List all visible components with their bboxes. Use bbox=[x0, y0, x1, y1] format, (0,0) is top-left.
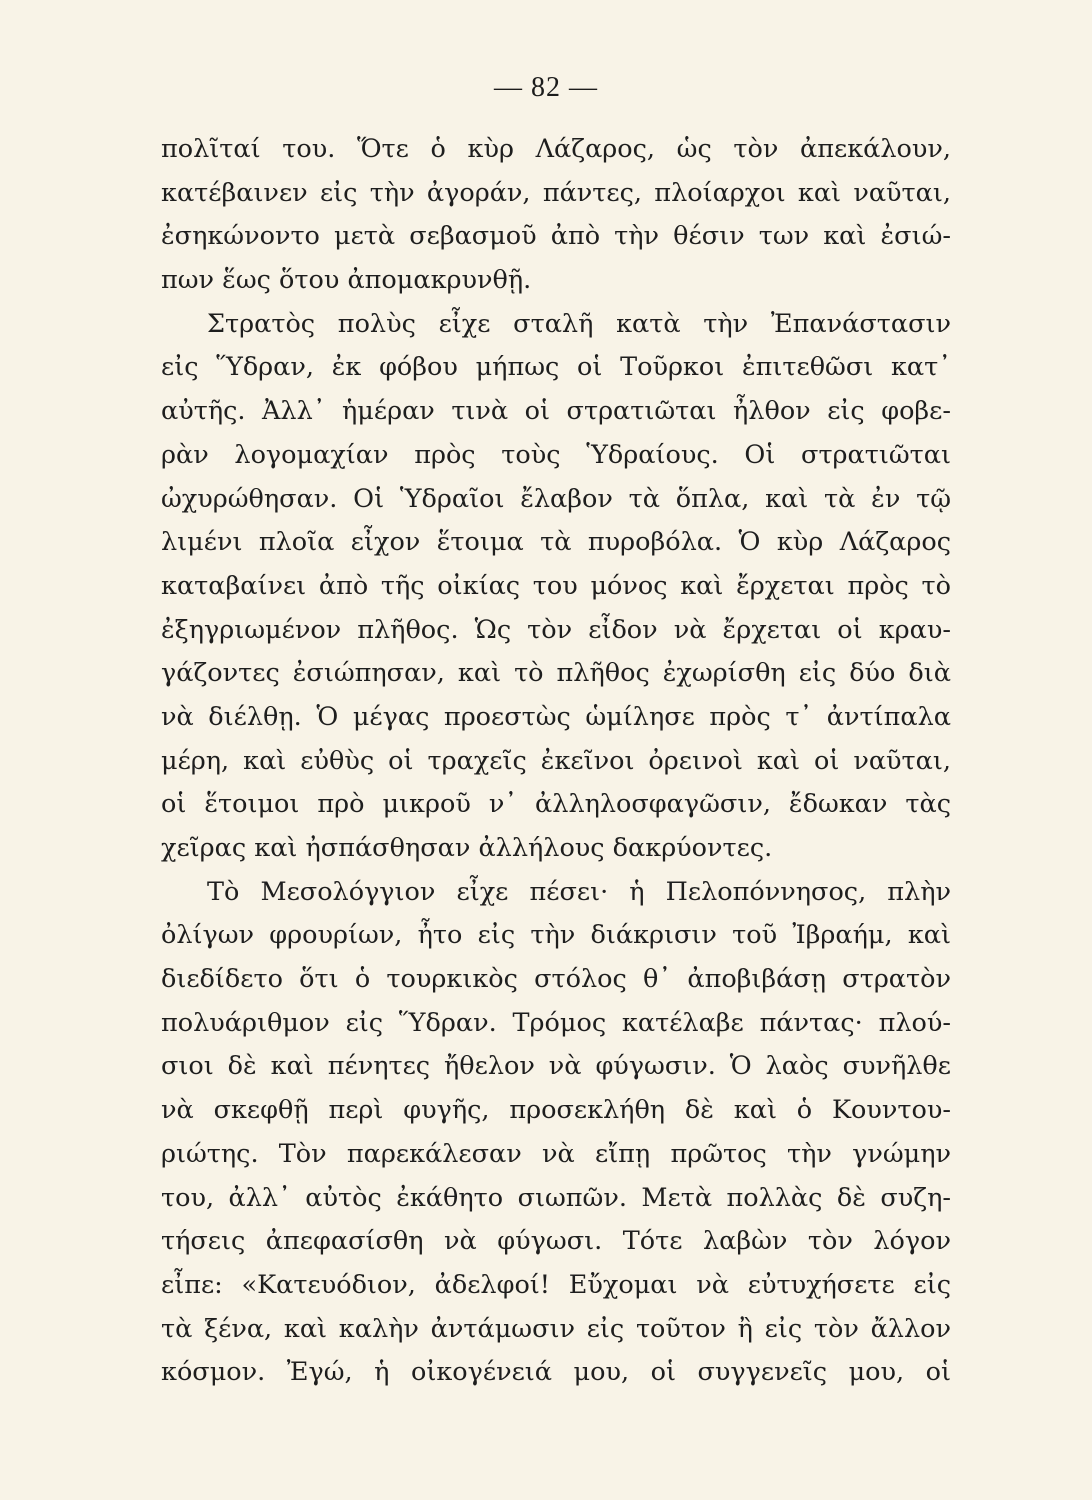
text-line: κατέβαινεν εἰς τὴν ἀγοράν, πάντες, πλοίαρχοι καὶ ναῦται, bbox=[161, 177, 951, 208]
text-line: ρὰν λογομαχίαν πρὸς τοὺς Ὑδραίους. Οἱ στρατιῶται bbox=[161, 439, 951, 470]
text-line: καταβαίνει ἀπὸ τῆς οἰκίας του μόνος καὶ ἔρχεται πρὸς τὸ bbox=[161, 570, 951, 601]
text-line: πολυάριθμον εἰς Ὕδραν. Τρόμος κατέλαβε πάντας· πλού- bbox=[161, 1007, 951, 1038]
text-line: νὰ διέλθῃ. Ὁ μέγας προεστὼς ὡμίλησε πρὸς τ᾽ ἀντίπαλα bbox=[161, 701, 951, 732]
text-line: γάζοντες ἐσιώπησαν, καὶ τὸ πλῆθος ἐχωρίσθη εἰς δύο διὰ bbox=[161, 658, 951, 689]
text-line: ἐξηγριωμένον πλῆθος. Ὡς τὸν εἶδον νὰ ἔρχεται οἱ κραυ- bbox=[161, 614, 951, 645]
text-line: οἱ ἕτοιμοι πρὸ μικροῦ ν᾽ ἀλληλοσφαγῶσιν, ἔδωκαν τὰς bbox=[161, 789, 951, 820]
text-line: ὀλίγων φρουρίων, ἦτο εἰς τὴν διάκρισιν τοῦ Ἰβραήμ, καὶ bbox=[161, 920, 951, 951]
text-line: αὐτῆς. Ἀλλ᾽ ἡμέραν τινὰ οἱ στρατιῶται ἦλθον εἰς φοβε- bbox=[161, 396, 951, 427]
text-line: νὰ σκεφθῇ περὶ φυγῆς, προσεκλήθη δὲ καὶ ὁ Κουντου- bbox=[161, 1095, 951, 1126]
text-line: εἰς Ὕδραν, ἐκ φόβου μήπως οἱ Τοῦρκοι ἐπιτεθῶσι κατ᾽ bbox=[161, 352, 951, 383]
text-line: λιμένι πλοῖα εἶχον ἕτοιμα τὰ πυροβόλα. Ὁ κὺρ Λάζαρος bbox=[161, 527, 951, 558]
body-text bbox=[161, 128, 951, 1395]
text-line: σιοι δὲ καὶ πένητες ἤθελον νὰ φύγωσιν. Ὁ λαὸς συνῆλθε bbox=[161, 1051, 951, 1082]
paragraph-start-line: Στρατὸς πολὺς εἶχε σταλῆ κατὰ τὴν Ἐπανάστασιν bbox=[207, 308, 951, 339]
text-line: του, ἀλλ᾽ αὐτὸς ἐκάθητο σιωπῶν. Μετὰ πολλὰς δὲ συζη- bbox=[161, 1182, 951, 1213]
paragraph-start-line: Τὸ Μεσολόγγιον εἶχε πέσει· ἡ Πελοπόννησος, πλὴν bbox=[207, 876, 951, 907]
text-line: πολῖταί του. Ὅτε ὁ κὺρ Λάζαρος, ὡς τὸν ἀπεκάλουν, bbox=[161, 134, 951, 164]
text-line: χεῖρας καὶ ἠσπάσθησαν ἀλλήλους δακρύοντες. bbox=[161, 833, 773, 863]
text-line: ἐσηκώνοντο μετὰ σεβασμοῦ ἀπὸ τὴν θέσιν των καὶ ἐσιώ- bbox=[161, 221, 951, 252]
text-line: τήσεις ἀπεφασίσθη νὰ φύγωσι. Τότε λαβὼν τὸν λόγον bbox=[161, 1226, 951, 1257]
text-line: πων ἕως ὅτου ἀπομακρυνθῇ. bbox=[161, 265, 532, 296]
page-number: — 82 — bbox=[494, 72, 598, 103]
text-line: ριώτης. Τὸν παρεκάλεσαν νὰ εἴπῃ πρῶτος τὴν γνώμην bbox=[161, 1138, 951, 1169]
text-line: ὠχυρώθησαν. Οἱ Ὑδραῖοι ἔλαβον τὰ ὅπλα, καὶ τὰ ἐν τῷ bbox=[161, 483, 951, 514]
text-line: διεδίδετο ὅτι ὁ τουρκικὸς στόλος θ᾽ ἀποβιβάσῃ στρατὸν bbox=[161, 964, 951, 995]
text-line: κόσμον. Ἐγώ, ἡ οἰκογένειά μου, οἱ συγγενεῖς μου, οἱ bbox=[161, 1357, 951, 1388]
text-line: εἶπε: «Κατευόδιον, ἀδελφοί! Εὔχομαι νὰ εὐτυχήσετε εἰς bbox=[161, 1269, 951, 1300]
text-line: τὰ ξένα, καὶ καλὴν ἀντάμωσιν εἰς τοῦτον ἢ εἰς τὸν ἄλλον bbox=[161, 1313, 951, 1344]
text-line: μέρη, καὶ εὐθὺς οἱ τραχεῖς ἐκεῖνοι ὀρεινοὶ καὶ οἱ ναῦται, bbox=[161, 745, 951, 776]
